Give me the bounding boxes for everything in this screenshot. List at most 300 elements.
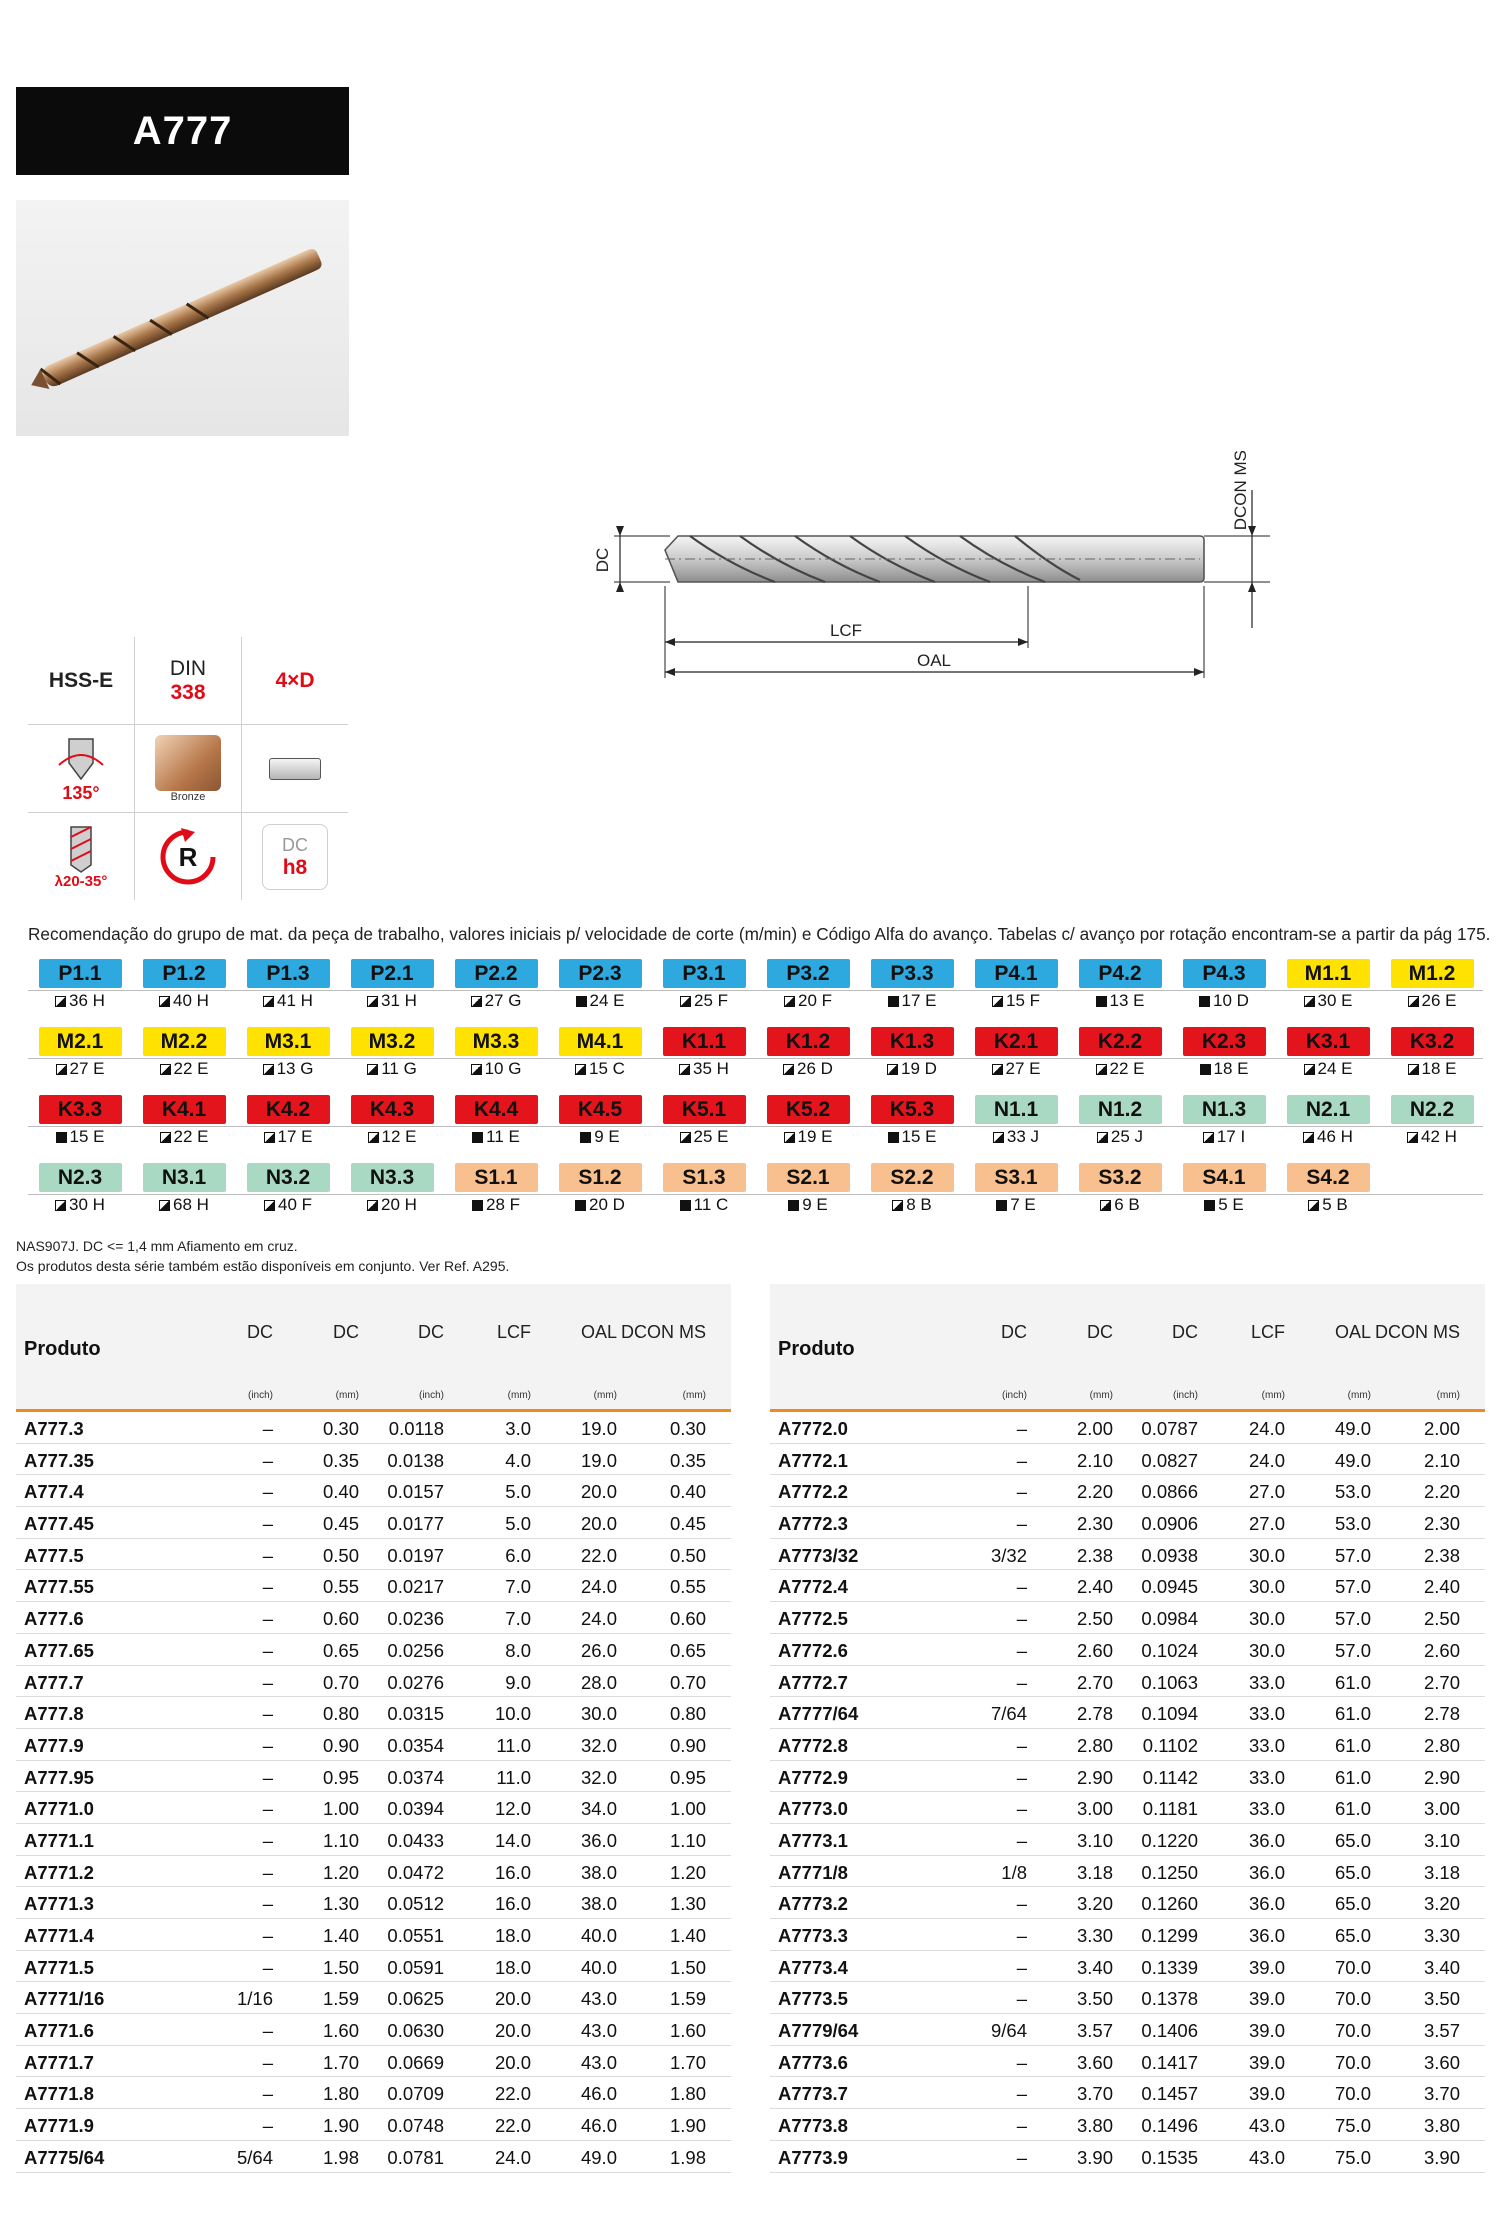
full-square-icon xyxy=(472,1200,483,1211)
material-speed-text: 24 E xyxy=(589,991,625,1010)
length-text: 4×D xyxy=(275,669,315,692)
half-square-icon xyxy=(55,1200,66,1211)
table-cell: 65.0 xyxy=(1334,1829,1371,1851)
table-cell: 32.0 xyxy=(580,1766,617,1788)
table-cell: 0.0669 xyxy=(387,2051,444,2073)
table-cell: 0.90 xyxy=(669,1734,706,1756)
full-square-icon xyxy=(576,996,587,1007)
material-code: N1.3 xyxy=(1183,1095,1266,1124)
table-cell: 16.0 xyxy=(494,1893,531,1915)
table-row xyxy=(770,1602,1485,1634)
product-code: A7773.0 xyxy=(778,1798,848,1820)
table-row xyxy=(770,1951,1485,1983)
half-square-icon xyxy=(679,1064,690,1075)
material-speed-text: 6 B xyxy=(1114,1195,1140,1214)
material-cell xyxy=(444,1159,548,1225)
column-unit: (mm) xyxy=(682,1390,706,1401)
table-cell: 3.80 xyxy=(1076,2115,1113,2137)
table-cell: 0.1181 xyxy=(1142,1798,1198,1820)
full-square-icon xyxy=(680,1200,691,1211)
table-cell: 1.10 xyxy=(669,1829,706,1851)
material-speed-value xyxy=(652,1195,756,1215)
column-unit: (inch) xyxy=(418,1390,444,1401)
table-cell: 7.0 xyxy=(505,1608,531,1630)
table-cell: 0.0315 xyxy=(387,1703,444,1725)
table-cell: 61.0 xyxy=(1334,1766,1371,1788)
material-speed-text: 5 B xyxy=(1322,1195,1348,1214)
material-code: N2.1 xyxy=(1287,1095,1370,1124)
dim-dcon-label: DCON MS xyxy=(1231,450,1250,531)
table-row xyxy=(16,1539,731,1571)
material-speed-value xyxy=(236,1127,340,1147)
table-cell: – xyxy=(262,1734,273,1756)
table-cell: – xyxy=(262,2115,273,2137)
length-badge xyxy=(242,637,348,725)
table-cell: – xyxy=(1016,2083,1027,2105)
material-code: P1.3 xyxy=(247,959,330,988)
material-speed-text: 26 D xyxy=(797,1059,833,1078)
table-cell: 2.38 xyxy=(1076,1544,1113,1566)
table-row xyxy=(770,1444,1485,1476)
product-code: A7772.5 xyxy=(778,1608,848,1630)
table-cell: – xyxy=(262,1925,273,1946)
coating-badge xyxy=(135,725,241,813)
table-cell: 61.0 xyxy=(1334,1798,1371,1820)
material-speed-text: 20 H xyxy=(381,1195,417,1214)
table-cell: 53.0 xyxy=(1334,1481,1371,1503)
material-cell xyxy=(132,1023,236,1089)
material-speed-value xyxy=(860,1127,964,1147)
material-speed-value xyxy=(964,1059,1068,1079)
table-cell: 0.0938 xyxy=(1141,1544,1198,1566)
table-cell: 3.80 xyxy=(1423,2115,1460,2137)
table-cell: 1.50 xyxy=(322,1956,359,1978)
material-cell xyxy=(340,1023,444,1089)
table-row xyxy=(16,1729,731,1761)
table-cell: 1.70 xyxy=(669,2051,706,2073)
material-speed-text: 10 D xyxy=(1213,991,1249,1010)
material-code: K4.3 xyxy=(351,1095,434,1124)
table-cell: 0.65 xyxy=(669,1639,706,1661)
product-code: A777.45 xyxy=(24,1513,94,1535)
material-speed-value xyxy=(652,1059,756,1079)
table-cell: 0.0374 xyxy=(387,1766,444,1788)
material-speed-text: 68 H xyxy=(173,1195,209,1214)
table-cell: 1.90 xyxy=(669,2115,706,2137)
table-cell: 0.90 xyxy=(322,1734,359,1756)
table-cell: 1.50 xyxy=(669,1956,706,1978)
table-cell: 2.30 xyxy=(1423,1513,1460,1535)
material-speed-value xyxy=(132,1195,236,1215)
table-cell: 39.0 xyxy=(1248,1988,1285,2010)
table-cell: 65.0 xyxy=(1334,1861,1371,1883)
table-cell: 0.0472 xyxy=(387,1861,444,1883)
material-speed-text: 27 E xyxy=(69,1059,105,1078)
material-code: K3.3 xyxy=(39,1095,122,1124)
material-speed-value xyxy=(548,1127,652,1147)
table-row xyxy=(770,1697,1485,1729)
product-code: A7772.0 xyxy=(778,1418,848,1439)
table-cell: 0.1378 xyxy=(1141,1988,1198,2010)
table-cell: 0.50 xyxy=(669,1544,706,1566)
material-code: S1.2 xyxy=(559,1163,642,1192)
material-cell xyxy=(1068,955,1172,1021)
table-cell: 1.70 xyxy=(322,2051,359,2073)
half-square-icon xyxy=(992,996,1003,1007)
column-unit: (inch) xyxy=(247,1390,273,1401)
table-cell: 0.0787 xyxy=(1141,1418,1198,1439)
table-cell: 14.0 xyxy=(494,1829,531,1851)
table-cell: 0.0433 xyxy=(387,1829,444,1851)
product-code: A7773.6 xyxy=(778,2051,848,2073)
material-cell xyxy=(28,1023,132,1089)
table-row xyxy=(16,1856,731,1888)
material-code: M1.1 xyxy=(1287,959,1370,988)
material-speed-text: 11 E xyxy=(486,1127,520,1146)
point-angle-text: 135° xyxy=(62,782,100,803)
material-speed-value xyxy=(652,1127,756,1147)
property-grid xyxy=(28,637,348,900)
product-code: A7771.0 xyxy=(24,1798,94,1820)
column-header: DC xyxy=(1001,1322,1027,1342)
table-row xyxy=(770,1761,1485,1793)
product-code: A777.5 xyxy=(24,1544,84,1566)
coating-text: Bronze xyxy=(170,791,206,803)
material-cell xyxy=(860,955,964,1021)
material-speed-text: 40 F xyxy=(277,1195,313,1214)
product-code: A7772.4 xyxy=(778,1576,848,1598)
material-code: P2.3 xyxy=(559,959,642,988)
table-header xyxy=(16,1284,731,1412)
table-row xyxy=(770,1634,1485,1666)
table-row xyxy=(16,1982,731,2014)
table-cell: 1.60 xyxy=(669,2020,706,2042)
material-cell xyxy=(1276,1159,1380,1225)
table-cell: 30.0 xyxy=(1248,1639,1285,1661)
material-code: N1.1 xyxy=(975,1095,1058,1124)
material-cell xyxy=(132,1091,236,1157)
table-cell: 9/64 xyxy=(990,2020,1027,2042)
table-cell: 2.80 xyxy=(1076,1734,1113,1756)
material-cell xyxy=(340,1159,444,1225)
table-cell: 3.60 xyxy=(1423,2051,1460,2073)
table-cell: 0.1024 xyxy=(1141,1639,1198,1661)
table-cell: – xyxy=(1016,1893,1027,1915)
half-square-icon xyxy=(1303,1132,1314,1143)
product-column-header: Produto xyxy=(778,1338,855,1360)
material-speed-text: 17 E xyxy=(277,1127,313,1146)
table-cell: 0.0276 xyxy=(387,1671,444,1693)
material-speed-value xyxy=(444,1127,548,1147)
table-cell: 0.0197 xyxy=(387,1544,444,1566)
table-cell: 20.0 xyxy=(580,1513,617,1535)
material-speed-text: 15 E xyxy=(901,1127,937,1146)
material-cell xyxy=(1172,955,1276,1021)
table-cell: 0.0118 xyxy=(388,1418,444,1439)
material-speed-text: 25 E xyxy=(693,1127,729,1146)
material-speed-text: 9 E xyxy=(802,1195,828,1214)
product-code: A7771/16 xyxy=(24,1988,105,2010)
table-cell: 0.70 xyxy=(669,1671,706,1693)
material-speed-text: 33 J xyxy=(1006,1127,1040,1146)
material-speed-text: 9 E xyxy=(594,1127,620,1146)
table-cell: – xyxy=(262,2083,273,2105)
material-cell xyxy=(1380,1023,1484,1089)
material-speed-text: 11 G xyxy=(381,1059,417,1078)
column-unit: (mm) xyxy=(1261,1390,1285,1401)
table-cell: 43.0 xyxy=(580,2020,617,2042)
product-code: A7771.5 xyxy=(24,1956,94,1978)
table-cell: 8.0 xyxy=(505,1639,531,1661)
table-cell: 1.30 xyxy=(322,1893,359,1915)
table-cell: 20.0 xyxy=(494,2020,531,2042)
table-cell: 26.0 xyxy=(580,1639,617,1661)
material-cell xyxy=(1276,1023,1380,1089)
material-code: K5.1 xyxy=(663,1095,746,1124)
half-square-icon xyxy=(680,996,691,1007)
table-row xyxy=(770,1887,1485,1919)
tolerance-badge xyxy=(242,813,348,901)
table-cell: 4.0 xyxy=(505,1449,531,1471)
table-cell: 3.20 xyxy=(1076,1893,1113,1915)
table-cell: 70.0 xyxy=(1334,2083,1371,2105)
material-code: M3.2 xyxy=(351,1027,434,1056)
table-cell: 2.00 xyxy=(1423,1418,1460,1439)
table-cell: 18.0 xyxy=(494,1925,531,1946)
table-cell: – xyxy=(262,1703,273,1725)
table-cell: 0.0748 xyxy=(387,2115,444,2137)
column-unit: (mm) xyxy=(1436,1390,1460,1401)
material-speed-text: 10 G xyxy=(484,1059,522,1078)
material-speed-text: 7 E xyxy=(1010,1195,1036,1214)
table-cell: – xyxy=(1016,2146,1027,2168)
table-cell: 0.0157 xyxy=(387,1481,444,1503)
table-cell: 2.78 xyxy=(1076,1703,1113,1725)
product-code: A777.3 xyxy=(24,1418,84,1439)
material-code: P4.1 xyxy=(975,959,1058,988)
half-square-icon xyxy=(1097,1132,1108,1143)
material-speed-text: 42 H xyxy=(1421,1127,1457,1146)
table-cell: 3.60 xyxy=(1076,2051,1113,2073)
half-square-icon xyxy=(1407,1132,1418,1143)
table-row xyxy=(16,1634,731,1666)
table-cell: 33.0 xyxy=(1248,1766,1285,1788)
material-code: N1.2 xyxy=(1079,1095,1162,1124)
material-cell xyxy=(652,1091,756,1157)
half-square-icon xyxy=(1100,1200,1111,1211)
table-cell: 0.50 xyxy=(322,1544,359,1566)
half-square-icon xyxy=(159,1200,170,1211)
table-cell: 30.0 xyxy=(1248,1544,1285,1566)
table-cell: – xyxy=(262,1829,273,1851)
material-speed-text: 31 H xyxy=(381,991,417,1010)
material-cell xyxy=(1172,1091,1276,1157)
table-cell: 70.0 xyxy=(1334,1988,1371,2010)
product-code: A777.7 xyxy=(24,1671,84,1693)
table-cell: 20.0 xyxy=(494,2051,531,2073)
table-cell: 0.0512 xyxy=(387,1893,444,1915)
material-cell xyxy=(548,955,652,1021)
product-code: A7771.1 xyxy=(24,1829,94,1851)
table-cell: 33.0 xyxy=(1248,1703,1285,1725)
table-cell: 0.0256 xyxy=(387,1639,444,1661)
table-cell: 0.35 xyxy=(322,1449,359,1471)
table-row xyxy=(16,1792,731,1824)
column-header: LCF xyxy=(496,1322,531,1342)
table-cell: 1.98 xyxy=(322,2146,359,2168)
table-cell: – xyxy=(262,1639,273,1661)
table-cell: 7.0 xyxy=(505,1576,531,1598)
table-cell: 39.0 xyxy=(1248,1956,1285,1978)
table-cell: 11.0 xyxy=(496,1734,531,1756)
material-code: K3.2 xyxy=(1391,1027,1474,1056)
table-cell: 36.0 xyxy=(1248,1861,1285,1883)
table-cell: 33.0 xyxy=(1248,1671,1285,1693)
table-cell: 5.0 xyxy=(505,1481,531,1503)
material-code: K2.2 xyxy=(1079,1027,1162,1056)
table-cell: 3.18 xyxy=(1423,1861,1460,1883)
table-cell: 0.0236 xyxy=(387,1608,444,1630)
column-header: OAL xyxy=(1334,1322,1371,1342)
product-code: A7779/64 xyxy=(778,2020,859,2042)
table-cell: 70.0 xyxy=(1334,2020,1371,2042)
table-cell: – xyxy=(262,1449,273,1471)
table-row xyxy=(770,1982,1485,2014)
half-square-icon xyxy=(367,1064,378,1075)
half-square-icon xyxy=(784,1132,795,1143)
material-speed-value xyxy=(28,1195,132,1215)
material-row xyxy=(28,1159,1483,1227)
product-code: A777.65 xyxy=(24,1639,94,1661)
table-cell: 0.30 xyxy=(669,1418,706,1439)
material-code: K1.1 xyxy=(663,1027,746,1056)
table-cell: 3.00 xyxy=(1076,1798,1113,1820)
table-cell: 0.0217 xyxy=(387,1576,444,1598)
table-cell: – xyxy=(1016,2051,1027,2073)
material-cell xyxy=(444,955,548,1021)
product-title xyxy=(16,87,349,175)
rotation-badge xyxy=(135,813,241,901)
half-square-icon xyxy=(992,1064,1003,1075)
material-cell xyxy=(340,1091,444,1157)
table-cell: 0.0551 xyxy=(387,1925,444,1946)
drill-dimension-drawing xyxy=(580,430,1280,690)
table-cell: – xyxy=(1016,1925,1027,1946)
material-speed-value xyxy=(964,1195,1068,1215)
full-square-icon xyxy=(1096,996,1107,1007)
product-code: A7773.7 xyxy=(778,2083,848,2105)
table-cell: – xyxy=(262,1861,273,1883)
material-cell xyxy=(860,1159,964,1225)
material-code: N3.1 xyxy=(143,1163,226,1192)
table-row xyxy=(16,1824,731,1856)
product-code: A7773.5 xyxy=(778,1988,848,2010)
product-code: A7771.6 xyxy=(24,2020,94,2042)
table-cell: 49.0 xyxy=(1334,1449,1371,1471)
material-speed-value xyxy=(1068,991,1172,1011)
product-code: A7775/64 xyxy=(24,2146,105,2168)
table-cell: 3.40 xyxy=(1423,1956,1460,1978)
half-square-icon xyxy=(575,1064,586,1075)
table-row xyxy=(16,2046,731,2078)
table-cell: 24.0 xyxy=(1248,1449,1285,1471)
drill-bit-photo-icon xyxy=(16,200,349,436)
table-cell: 1.40 xyxy=(669,1925,706,1946)
table-cell: 0.95 xyxy=(669,1766,706,1788)
table-cell: 2.40 xyxy=(1423,1576,1460,1598)
table-cell: 0.55 xyxy=(322,1576,359,1598)
product-code: A7771.7 xyxy=(24,2051,94,2073)
table-cell: 1/16 xyxy=(236,1988,273,2010)
table-cell: 40.0 xyxy=(580,1956,617,1978)
table-row xyxy=(770,1475,1485,1507)
table-cell: 1.80 xyxy=(669,2083,706,2105)
table-cell: 3.20 xyxy=(1423,1893,1460,1915)
material-code: S1.1 xyxy=(455,1163,538,1192)
material-speed-value xyxy=(340,1059,444,1079)
material-cell xyxy=(860,1091,964,1157)
material-code: K4.2 xyxy=(247,1095,330,1124)
table-cell: 32.0 xyxy=(580,1734,617,1756)
product-code: A7773.8 xyxy=(778,2115,848,2137)
table-cell: 0.0906 xyxy=(1141,1513,1198,1535)
table-cell: 24.0 xyxy=(494,2146,531,2168)
material-speed-value xyxy=(1172,1195,1276,1215)
table-cell: 1.40 xyxy=(322,1925,359,1946)
table-cell: 0.60 xyxy=(322,1608,359,1630)
table-cell: 3.50 xyxy=(1423,1988,1460,2010)
table-row xyxy=(16,1444,731,1476)
table-row xyxy=(16,1951,731,1983)
table-cell: 40.0 xyxy=(580,1925,617,1946)
table-cell: 0.60 xyxy=(669,1608,706,1630)
table-cell: – xyxy=(1016,1513,1027,1535)
material-cell xyxy=(444,1091,548,1157)
product-code: A7773/32 xyxy=(778,1544,859,1566)
material-code: K4.5 xyxy=(559,1095,642,1124)
table-cell: 1.59 xyxy=(322,1988,359,2010)
material-code: N3.2 xyxy=(247,1163,330,1192)
material-speed-value xyxy=(964,991,1068,1011)
half-square-icon xyxy=(367,1200,378,1211)
material-speed-text: 27 G xyxy=(484,991,522,1010)
table-row xyxy=(770,1570,1485,1602)
table-cell: 33.0 xyxy=(1248,1734,1285,1756)
table-cell: 0.45 xyxy=(322,1513,359,1535)
product-code: A7772.3 xyxy=(778,1513,848,1535)
material-code: M1.2 xyxy=(1391,959,1474,988)
table-cell: 1.30 xyxy=(669,1893,706,1915)
material-cell xyxy=(1276,955,1380,1021)
half-square-icon xyxy=(263,996,274,1007)
material-cell xyxy=(964,1023,1068,1089)
table-row xyxy=(770,1507,1485,1539)
table-cell: 0.0354 xyxy=(387,1734,444,1756)
half-square-icon xyxy=(892,1200,903,1211)
table-cell: 2.38 xyxy=(1423,1544,1460,1566)
note-1: NAS907J. DC <= 1,4 mm Afiamento em cruz. xyxy=(16,1238,298,1254)
material-speed-value xyxy=(1068,1195,1172,1215)
table-cell: 36.0 xyxy=(1248,1829,1285,1851)
material-speed-value xyxy=(548,1195,652,1215)
table-cell: 46.0 xyxy=(580,2083,617,2105)
table-cell: 1.90 xyxy=(322,2115,359,2137)
material-speed-value xyxy=(1380,1127,1484,1147)
table-cell: 2.90 xyxy=(1423,1766,1460,1788)
table-cell: 1.59 xyxy=(669,1988,706,2010)
table-cell: 0.1535 xyxy=(1141,2146,1198,2168)
point-angle-icon xyxy=(53,735,109,783)
